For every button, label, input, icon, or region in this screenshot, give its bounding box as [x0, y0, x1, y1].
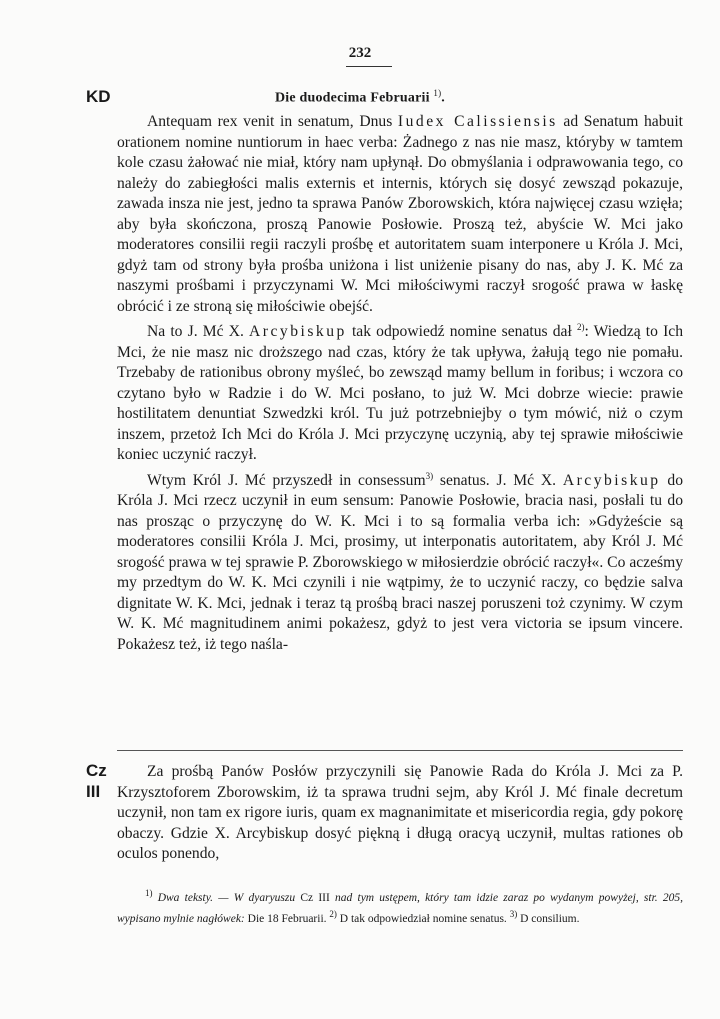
footnote-segment: nad tym ustępem, który tam idzie zaraz po wydanym powyżej, str. 205, wypisano mylnie nagłówek:: [117, 891, 684, 925]
section-heading: [0, 88, 720, 107]
paragraph-4: [117, 762, 683, 865]
paragraph-3: [117, 466, 683, 656]
footnote-segment: Die 18 Februarii.: [244, 912, 330, 925]
paragraph-1-segment: Iudex Calissiensis: [397, 113, 558, 130]
sidenote-cz-iii: [86, 760, 107, 802]
paragraph-3-segment: Arcybiskup: [562, 471, 661, 489]
paragraph-4-segment: Za prośbą Panów Posłów przyczynili się Panowie Rada do Króla J. Mci za P. Krzysztoforem Zborowskim, iż ta sprawa trudni sejm, aby Król J. Mć finale decretum uczynił, non tam ex rigore iuris, quam ex magnanimitate et misericordia regia, gdy pokorę obaczy. Gdzie X. Arcybiskup dosyć piękną i długą oracyą uczynił, multas rationes ob oculos ponendo,: [117, 763, 683, 862]
heading-text: Die duodecima Februarii: [274, 90, 430, 106]
sidenote-iii: III: [86, 782, 101, 801]
paragraph-3-segment: 3): [425, 470, 434, 481]
footnote-segment: 1): [145, 888, 153, 898]
paragraph-3-segment: senatus. J. Mć X.: [433, 471, 563, 489]
paragraph-2: [117, 317, 683, 466]
heading-footnote-ref: 1): [433, 88, 442, 98]
main-text-lower: [117, 762, 683, 865]
paragraph-2-segment: Na to J. Mć X.: [147, 323, 250, 341]
paragraph-3-segment: do Króla J. Mci rzecz uczynił in eum sensum: Panowie Posłowie, bracia nasi, posłali tu do nas prosząc o przyczynę do W. K. Mci i to są formalia verba ich: »Gdyżeście są moderatores consilii Króla J. Mci, prosimy, ut interponatis autoritatem, aby Król J. Mć srogość prawa w tej sprawie P. Zborowskiego w miłosierdzie obrócić raczył«. Co acześmy my przedtym do W. K. Mci czynili i nie wątpimy, że to uczynić raczy, co będzie salva dignitate W. K. Mci, jednak i teraz tą prośbą braci naszej poruszeni toż czynimy. W czym W. K. Mć magnitudinem animi pokażesz, gdyż to jest vera victoria se ipsum vincere. Pokażesz też, iż tego naśla-: [117, 471, 683, 653]
heading-suffix: .: [441, 90, 445, 106]
sidenote-cz: Cz: [86, 761, 107, 780]
footnote-block: [117, 885, 683, 927]
footnotes: [117, 885, 683, 927]
footnote-segment: Cz III: [300, 891, 330, 904]
paragraph-2-segment: : Wiedzą to Ich Mci, że nie masz nic droższego nad czas, który że tak upływa, żałują tego nie pomału. Trzebaby de rationibus obrony myśleć, bo zewsząd mamy bellum in foribus; i wczora co czytano było w Radzie i do W. Mci posłano, to już W. Mci dobrze wiecie: prawie hostilitatem denuntiat Szwedzki król. Tu już potrzebniejby o tym mówić, niż o czym inszem, przetoż Ich Mci do Króla J. Mci przyczynę uczynią, aby tej sprawie miłościwie koniec uczynić raczył.: [117, 323, 684, 464]
footnote-segment: 2): [329, 908, 337, 919]
footnote-segment: 3): [509, 908, 518, 919]
paragraph-1-segment: Antequam rex venit in senatum, Dnus: [147, 113, 398, 130]
paragraph-2-segment: Arcybiskup: [249, 323, 347, 341]
sidenote-kd: KD: [86, 87, 111, 106]
paragraph-1-segment: ad Senatum habuit orationem nomine nuntiorum in haec verba: Żadnego z nas nie masz, któryby w tamtem kole czasu żałować nie miał, który nam upłynął. Do obmyślania i odprawowania tego, co należy do zabiegłości malis externis et internis, których się dosyć zewsząd pokazuje, zawada insza nie jest, jedno ta sprawa Panów Zborowskich, która najwięcej czasu wzięła; aby była skończona, proszą Panowie Posłowie. Proszą też, abyście W. Mci jako moderatores consilii regii raczyli prośbę et autoritatem suam interponere u Króla J. Mci, gdyż tam od strony była prośba uniżona i list uniżenie pisany do nas, aby J. K. Mć za naszymi prośbami i przyczynami W. Mci miłościwymi raczył srogość prawa w łaskę obrócić i ze stroną się miłościwie obejść.: [117, 113, 683, 315]
page-number: 232: [348, 45, 372, 61]
paragraph-1: [117, 112, 683, 317]
footnote-segment: Dwa teksty. — W dyaryuszu: [152, 891, 301, 904]
main-text-upper: [117, 112, 683, 655]
section-divider: [117, 750, 683, 751]
paragraph-2-segment: 2): [576, 322, 585, 332]
footnote-segment: D consilium.: [517, 912, 580, 925]
page-number-rule: [346, 66, 392, 67]
paragraph-2-segment: tak odpowiedź nomine senatus dał: [346, 323, 577, 341]
footnote-segment: D tak odpowiedział nomine senatus.: [336, 912, 510, 925]
paragraph-3-segment: Wtym Król J. Mć przyszedł in consessum: [147, 471, 426, 489]
